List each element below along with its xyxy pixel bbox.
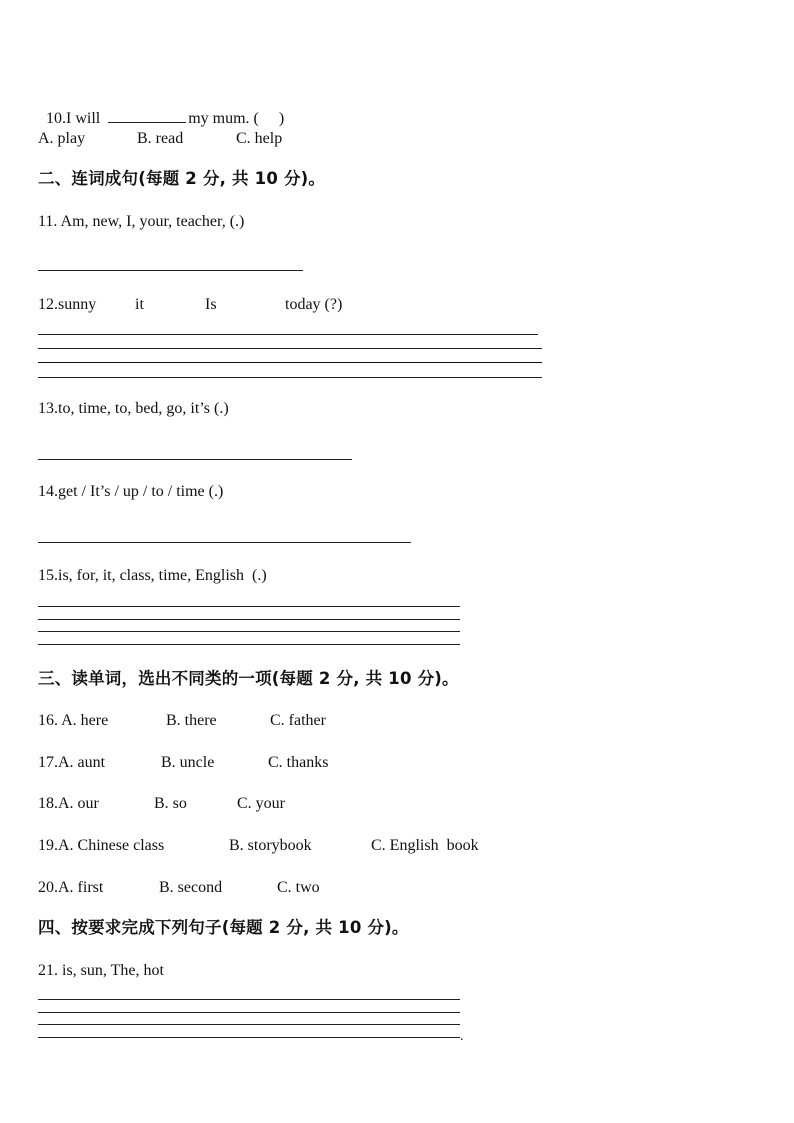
- question-10-prefix: 10.I will: [46, 110, 101, 127]
- question-10: [38, 87, 284, 129]
- answer-line[interactable]: [38, 377, 542, 378]
- option-b: B. second: [159, 879, 223, 896]
- option-c: C. thanks: [268, 754, 329, 771]
- option-c: C. help: [236, 130, 283, 147]
- section-3-heading: 三、读单词，选出不同类的一项(每题 2 分, 共 10 分)。: [38, 669, 459, 688]
- option-a: 16. A. here: [38, 712, 109, 729]
- question-11: 11. Am, new, I, your, teacher, (.): [38, 213, 245, 230]
- option-b: B. read: [137, 130, 184, 147]
- answer-line[interactable]: [38, 606, 460, 607]
- answer-line[interactable]: [38, 362, 542, 363]
- option-c: C. father: [270, 712, 326, 729]
- option-c: C. your: [237, 795, 285, 812]
- option-c: C. two: [277, 879, 320, 896]
- answer-line[interactable]: [38, 619, 460, 620]
- end-mark: .: [460, 1029, 464, 1044]
- answer-line[interactable]: [38, 270, 303, 271]
- section-2-heading: 二、连词成句(每题 2 分, 共 10 分)。: [38, 169, 326, 188]
- option-a: 18.A. our: [38, 795, 99, 812]
- option-b: B. uncle: [161, 754, 215, 771]
- answer-blank[interactable]: [108, 107, 186, 123]
- answer-line[interactable]: [38, 1012, 460, 1013]
- answer-line[interactable]: [38, 644, 460, 645]
- answer-line[interactable]: [38, 1037, 460, 1038]
- option-a: 19.A. Chinese class: [38, 837, 165, 854]
- question-12-word: today (?): [285, 296, 343, 313]
- question-13: 13.to, time, to, bed, go, it’s (.): [38, 400, 229, 417]
- question-12-word: Is: [205, 296, 217, 313]
- answer-line[interactable]: [38, 459, 352, 460]
- answer-line[interactable]: [38, 1024, 460, 1025]
- question-14: 14.get / It’s / up / to / time (.): [38, 483, 224, 500]
- option-a: 17.A. aunt: [38, 754, 106, 771]
- question-12-word: it: [135, 296, 144, 313]
- option-a: A. play: [38, 130, 86, 147]
- answer-line[interactable]: [38, 348, 542, 349]
- answer-line[interactable]: [38, 999, 460, 1000]
- answer-line[interactable]: [38, 631, 460, 632]
- option-c: C. English book: [371, 837, 479, 854]
- option-a: 20.A. first: [38, 879, 104, 896]
- answer-line[interactable]: [38, 542, 411, 543]
- option-b: B. so: [154, 795, 187, 812]
- question-15: 15.is, for, it, class, time, English (.): [38, 567, 267, 584]
- question-10-suffix: my mum. ( ): [188, 110, 285, 127]
- answer-line[interactable]: [38, 334, 538, 335]
- section-4-heading: 四、按要求完成下列句子(每题 2 分, 共 10 分)。: [38, 918, 409, 937]
- option-b: B. storybook: [229, 837, 312, 854]
- option-b: B. there: [166, 712, 217, 729]
- question-21: 21. is, sun, The, hot: [38, 962, 164, 979]
- question-12-word: 12.sunny: [38, 296, 97, 313]
